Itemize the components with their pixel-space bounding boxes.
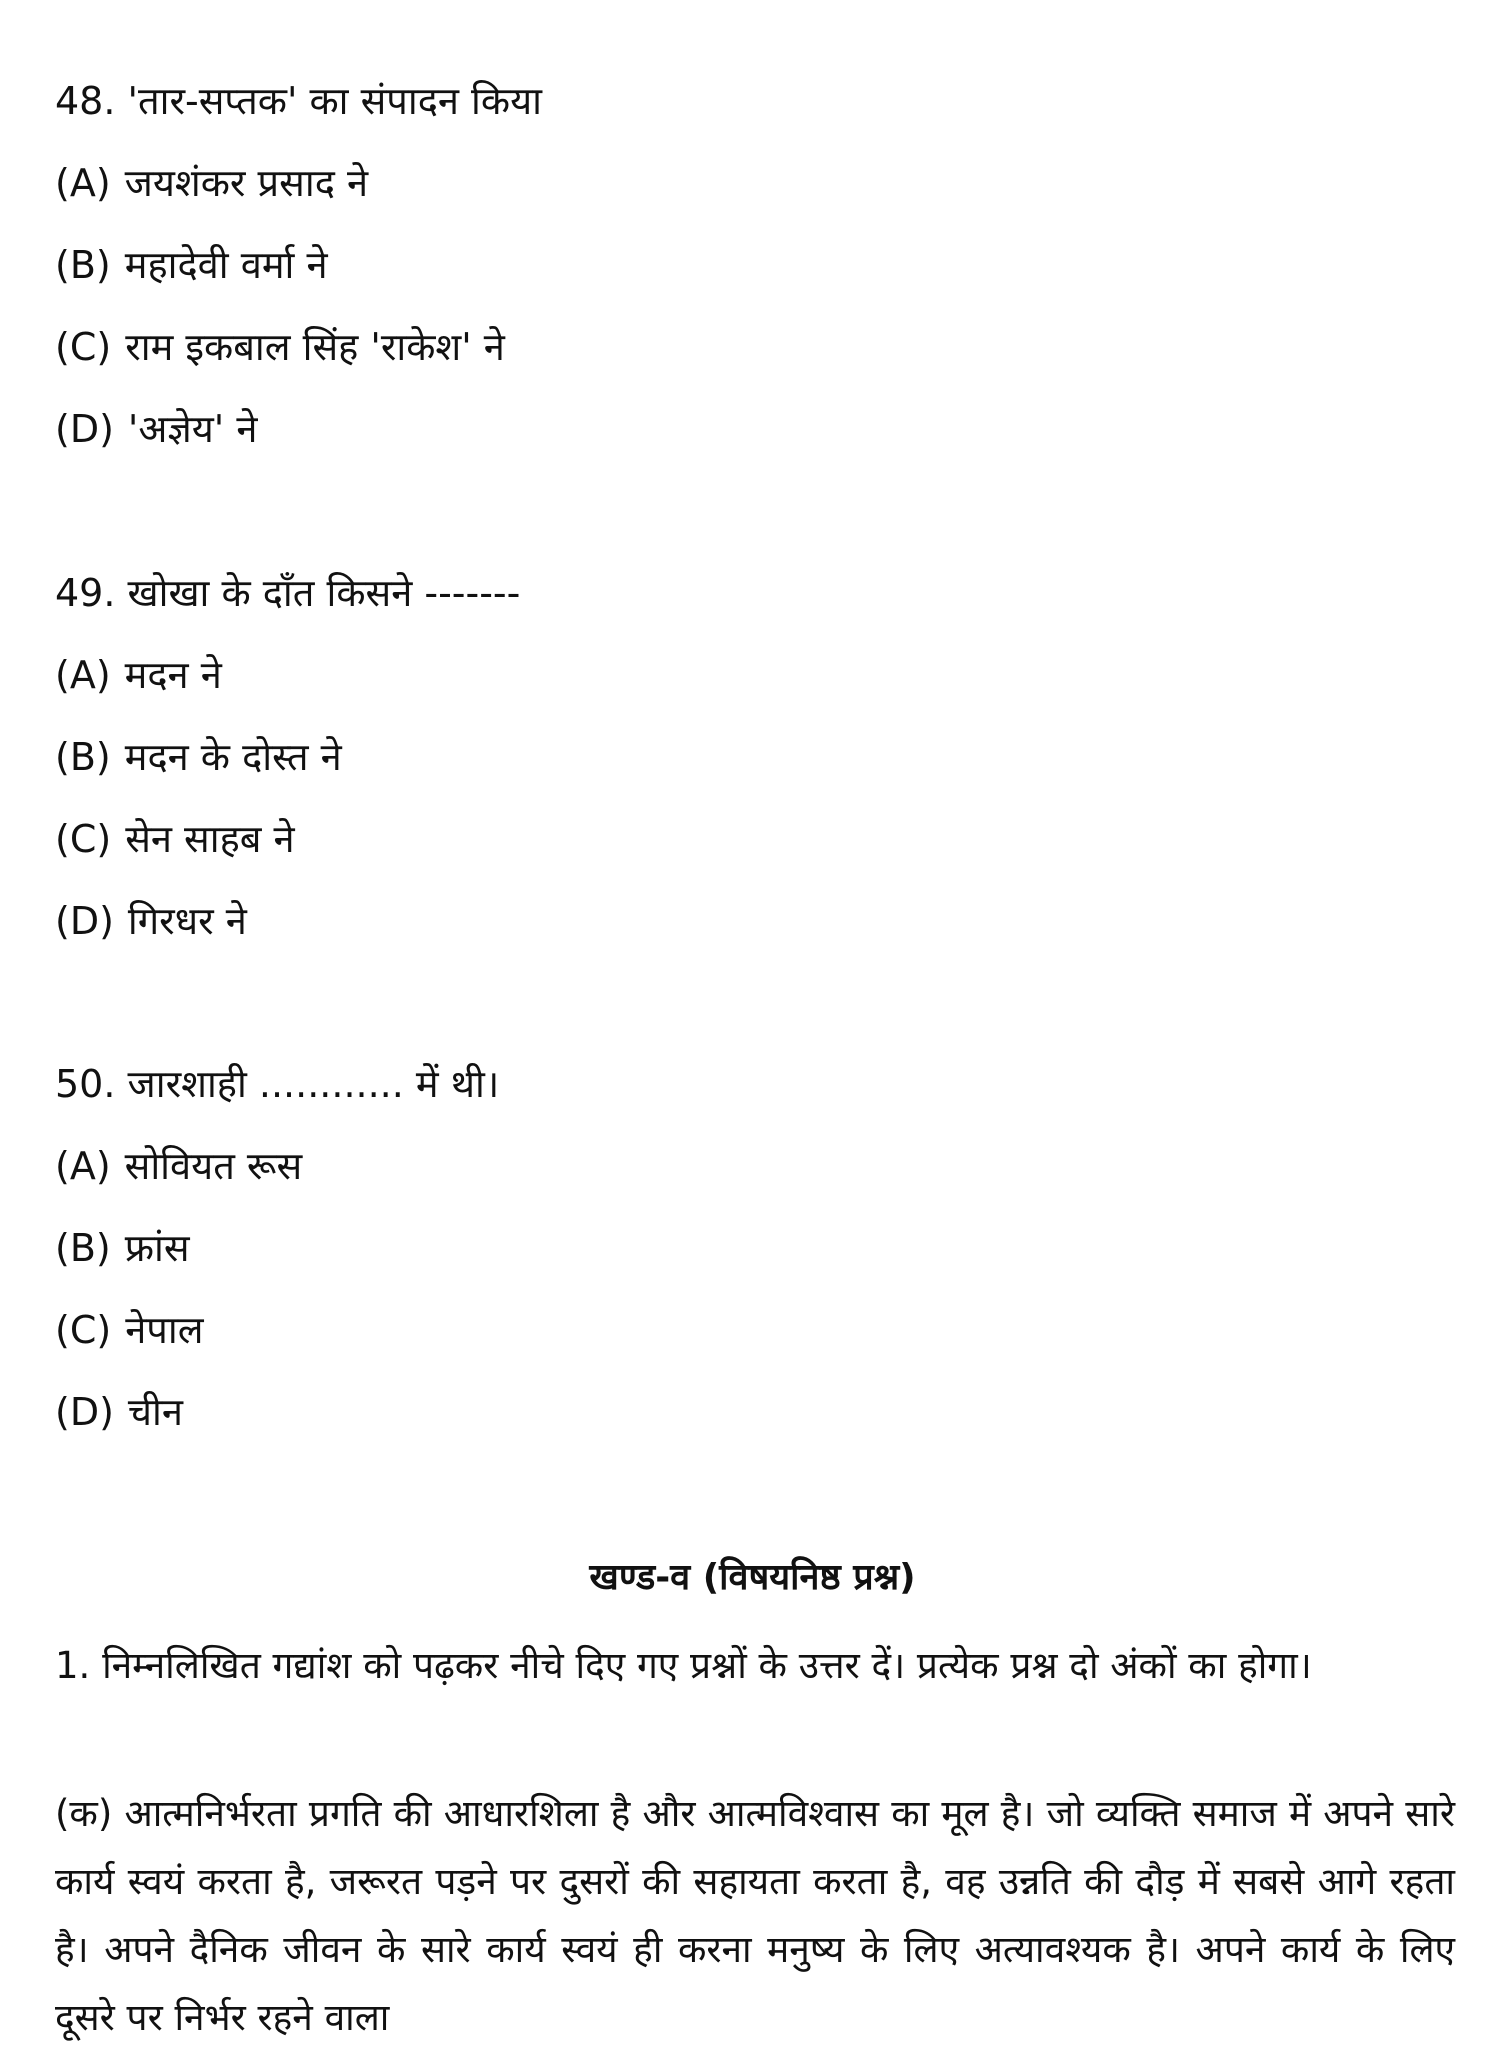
option-text: नेपाल	[125, 1308, 204, 1352]
question-prompt: जारशाही ............ में थी।	[127, 1062, 500, 1106]
option-label: (A)	[55, 161, 111, 205]
option-text: सोवियत रूस	[124, 1144, 303, 1188]
option-label: (A)	[55, 1144, 111, 1188]
section-instruction: 1. निम्नलिखित गद्यांश को पढ़कर नीचे दिए गए प्रश्नों के उत्तर दें। प्रत्येक प्रश्न दो अंकों का होगा।	[55, 1644, 1312, 1687]
option-a	[55, 653, 222, 697]
question-text	[55, 1062, 500, 1106]
option-d	[55, 899, 247, 943]
option-label: (B)	[55, 735, 111, 779]
reading-passage: (क) आत्मनिर्भरता प्रगति की आधारशिला है और आत्मविश्वास का मूल है। जो व्यक्ति समाज में अपने सारे कार्य स्वयं करता है, जरूरत पड़ने पर दुसरों की सहायता करता है, वह उन्नति की दौड़ में सबसे आगे रहता है। अपने दैनिक जीवन के सारे कार्य स्वयं ही करना मनुष्य के लिए अत्यावश्यक है। अपने कार्य के लिए दूसरे पर निर्भर रहने वाला	[55, 1792, 1455, 2039]
option-c	[55, 1308, 204, 1352]
option-text: 'अज्ञेय' ने	[127, 407, 258, 451]
question-number: 50.	[55, 1062, 116, 1106]
option-label: (B)	[55, 1226, 111, 1270]
option-a	[55, 161, 369, 205]
option-b	[55, 1226, 190, 1270]
question-text	[55, 571, 521, 615]
option-label: (D)	[55, 1390, 114, 1434]
option-text: राम इकबाल सिंह 'राकेश' ने	[125, 325, 505, 369]
option-label: (C)	[55, 325, 112, 369]
option-label: (D)	[55, 407, 114, 451]
option-b	[55, 735, 342, 779]
option-label: (C)	[55, 1308, 112, 1352]
option-text: महादेवी वर्मा ने	[124, 243, 328, 287]
option-text: मदन के दोस्त ने	[124, 735, 342, 779]
section-heading: खण्ड-व (विषयनिष्ठ प्रश्न)	[589, 1557, 916, 1598]
option-a	[55, 1144, 303, 1188]
option-label: (A)	[55, 653, 111, 697]
option-label: (D)	[55, 899, 114, 943]
question-text	[55, 79, 542, 123]
option-d	[55, 1390, 183, 1434]
option-text: चीन	[127, 1390, 183, 1434]
option-text: गिरधर ने	[127, 899, 247, 943]
option-c	[55, 817, 295, 861]
option-label: (B)	[55, 243, 111, 287]
option-d	[55, 407, 258, 451]
option-text: जयशंकर प्रसाद ने	[124, 161, 369, 205]
option-b	[55, 243, 328, 287]
option-label: (C)	[55, 817, 112, 861]
question-prompt: खोखा के दाँत किसने -------	[127, 571, 521, 615]
question-prompt: 'तार-सप्तक' का संपादन किया	[127, 79, 542, 123]
question-number: 49.	[55, 571, 116, 615]
option-c	[55, 325, 505, 369]
option-text: सेन साहब ने	[125, 817, 295, 861]
option-text: मदन ने	[124, 653, 222, 697]
question-number: 48.	[55, 79, 116, 123]
option-text: फ्रांस	[124, 1226, 190, 1270]
